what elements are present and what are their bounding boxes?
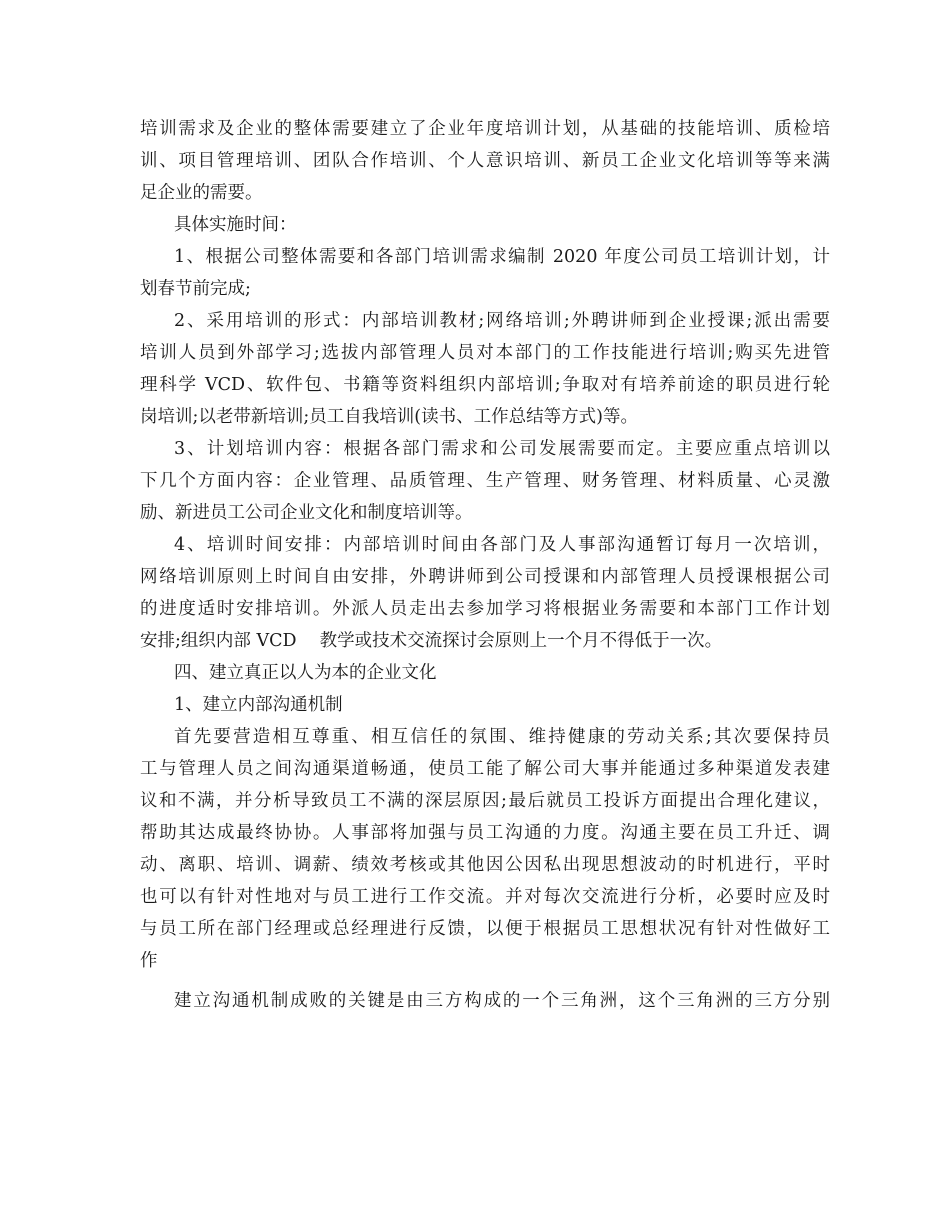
list-item-line: 4、培训时间安排：内部培训时间由各部门及人事部沟通暂订每月一次培训， xyxy=(174,535,830,555)
list-item-line: 划春节前完成; xyxy=(140,279,251,299)
section-label: 具体实施时间： xyxy=(174,215,297,235)
paragraph-line: 首先要营造相互尊重、相互信任的氛围、维持健康的劳动关系;其次要保持员 xyxy=(174,727,830,747)
paragraph-line: 与员工所在部门经理或总经理进行反馈，以便于根据员工思想状况有针对性做好工 xyxy=(140,919,830,939)
list-item-line: 培训人员到外部学习;选拔内部管理人员对本部门的工作技能进行培训;购买先进管 xyxy=(140,343,830,363)
list-item-line: 励、新进员工公司企业文化和制度培训等。 xyxy=(140,503,473,523)
paragraph-line: 帮助其达成最终协协。人事部将加强与员工沟通的力度。沟通主要在员工升迁、调 xyxy=(140,823,830,843)
list-item-line: 安排;组织内部 VCD 教学或技术交流探讨会原则上一个月不得低于一次。 xyxy=(140,631,723,651)
subsection-heading: 1、建立内部沟通机制 xyxy=(174,695,343,715)
list-item-line: 岗培训;以老带新培训;员工自我培训(读书、工作总结等方式)等。 xyxy=(140,407,638,427)
paragraph-line: 也可以有针对性地对与员工进行工作交流。并对每次交流进行分析，必要时应及时 xyxy=(140,887,830,907)
paragraph-line: 作 xyxy=(140,951,158,971)
list-item-line: 下几个方面内容：企业管理、品质管理、生产管理、财务管理、材料质量、心灵激 xyxy=(140,471,830,491)
list-item-line: 理科学 VCD、软件包、书籍等资料组织内部培训;争取对有培养前途的职员进行轮 xyxy=(140,375,830,395)
paragraph-line: 训、项目管理培训、团队合作培训、个人意识培训、新员工企业文化培训等等来满 xyxy=(140,151,830,171)
list-item-line: 网络培训原则上时间自由安排，外聘讲师到公司授课和内部管理人员授课根据公司 xyxy=(140,567,830,587)
paragraph-line: 动、离职、培训、调薪、绩效考核或其他因公因私出现思想波动的时机进行，平时 xyxy=(140,855,830,875)
paragraph-line: 工与管理人员之间沟通渠道畅通，使员工能了解公司大事并能通过多种渠道发表建 xyxy=(140,759,830,779)
paragraph-line: 足企业的需要。 xyxy=(140,183,263,203)
paragraph-line: 议和不满，并分析导致员工不满的深层原因;最后就员工投诉方面提出合理化建议， xyxy=(140,791,830,811)
list-item-line: 1、根据公司整体需要和各部门培训需求编制 2020 年度公司员工培训计划，计 xyxy=(174,247,830,267)
list-item-line: 的进度适时安排培训。外派人员走出去参加学习将根据业务需要和本部门工作计划 xyxy=(140,599,830,619)
paragraph-line: 培训需求及企业的整体需要建立了企业年度培训计划，从基础的技能培训、质检培 xyxy=(140,119,830,139)
list-item-line: 3、计划培训内容：根据各部门需求和公司发展需要而定。主要应重点培训以 xyxy=(174,439,830,459)
list-item-line: 2、采用培训的形式：内部培训教材;网络培训;外聘讲师到企业授课;派出需要 xyxy=(174,311,830,331)
section-heading: 四、建立真正以人为本的企业文化 xyxy=(174,663,437,683)
paragraph-line: 建立沟通机制成败的关键是由三方构成的一个三角洲，这个三角洲的三方分别 xyxy=(174,991,830,1011)
